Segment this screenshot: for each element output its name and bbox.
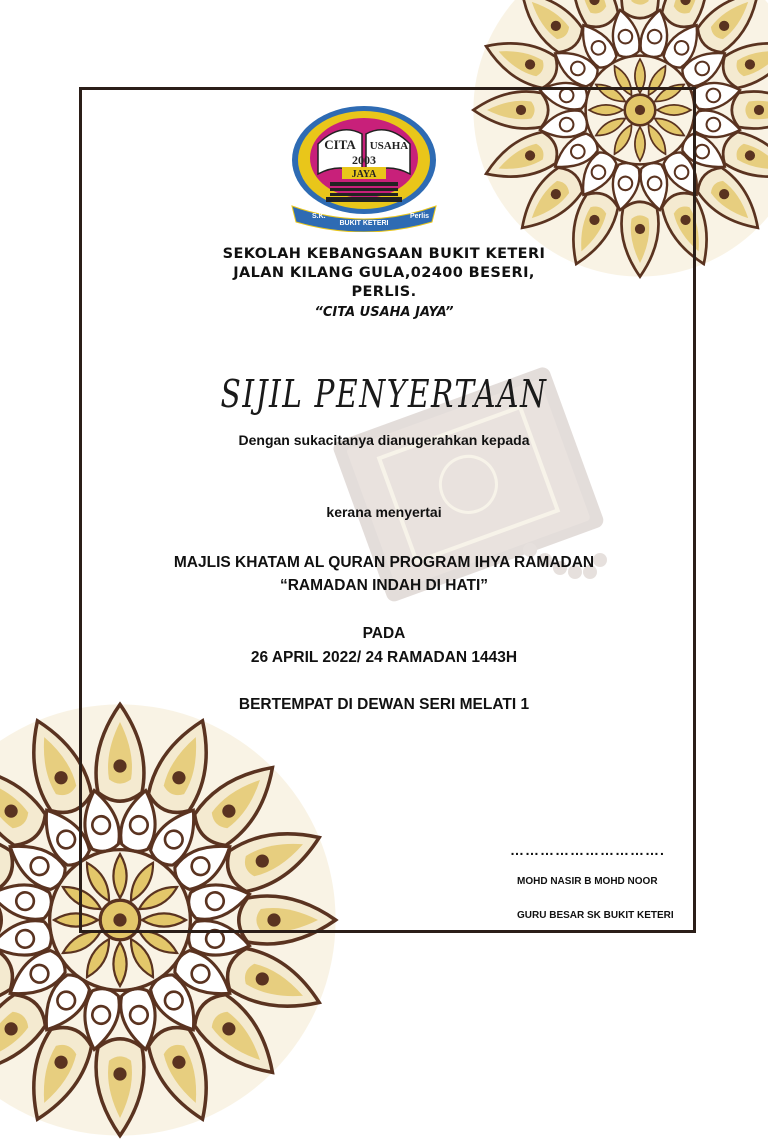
- presented-to-text: Dengan sukacitanya dianugerahkan kepada: [238, 432, 530, 448]
- event-venue: BERTEMPAT DI DEWAN SERI MELATI 1: [238, 696, 530, 713]
- logo-ribbon-center: BUKIT KETERI: [339, 220, 389, 227]
- event-name-line2: “RAMADAN INDAH DI HATI”: [279, 577, 489, 594]
- logo-text-year: 2003: [352, 153, 376, 167]
- logo-ribbon-right: Perlis: [410, 213, 430, 220]
- date-label: PADA: [362, 625, 406, 642]
- school-address-line2: PERLIS.: [351, 284, 417, 300]
- certificate-title: SIJIL PENYERTAAN: [220, 372, 548, 416]
- event-name-line1: MAJLIS KHATAM AL QURAN PROGRAM IHYA RAMADAN: [173, 554, 595, 571]
- logo-text-jaya: JAYA: [351, 169, 377, 180]
- logo-text-cita: CITA: [324, 137, 356, 152]
- school-address-line1: JALAN KILANG GULA,02400 BESERI,: [233, 265, 535, 281]
- signatory-name: MOHD NASIR B MOHD NOOR: [517, 876, 658, 887]
- school-motto: “CITA USAHA JAYA”: [314, 305, 454, 320]
- logo-text-usaha: USAHA: [369, 140, 409, 152]
- school-name: SEKOLAH KEBANGSAAN BUKIT KETERI: [222, 246, 546, 262]
- event-date: 26 APRIL 2022/ 24 RAMADAN 1443H: [250, 649, 518, 666]
- participating-text: kerana menyertai: [326, 504, 442, 520]
- school-logo-icon: [290, 104, 438, 232]
- signatory-title: GURU BESAR SK BUKIT KETERI: [517, 910, 674, 921]
- signature-line: ………………………….: [510, 842, 665, 858]
- logo-ribbon-left: S.K.: [312, 213, 326, 220]
